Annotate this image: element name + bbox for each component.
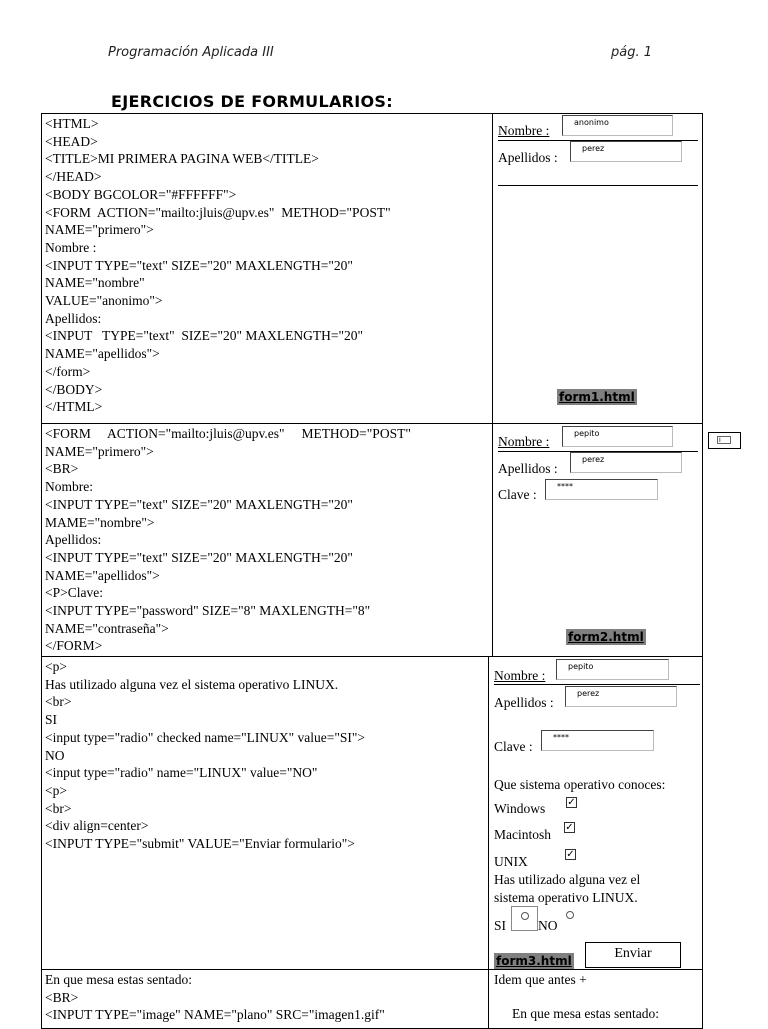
- code-line: <p>: [45, 659, 67, 674]
- nombre-input[interactable]: anonimo: [562, 115, 673, 136]
- code-line: En que mesa estas sentado:: [45, 972, 192, 987]
- code-line: Apellidos:: [45, 310, 102, 326]
- code-line: <P>Clave:: [45, 585, 103, 601]
- macintosh-checkbox[interactable]: ✓: [565, 822, 574, 833]
- file-label: form3.html: [496, 954, 572, 968]
- code-line: VALUE="anonimo">: [45, 293, 163, 309]
- apellidos-label: Apellidos :: [498, 461, 558, 476]
- mesa-question: En que mesa estas sentado:: [512, 1006, 659, 1021]
- apellidos-input[interactable]: perez: [570, 452, 682, 473]
- ex4-code-cell: [41, 969, 489, 1029]
- os-question: Que sistema operativo conoces:: [494, 777, 666, 792]
- code-line: </HEAD>: [45, 169, 102, 185]
- apellidos-input[interactable]: perez: [565, 686, 677, 707]
- document-title: EJERCICIOS DE FORMULARIOS:: [111, 92, 393, 111]
- clave-label: Clave :: [498, 487, 537, 502]
- ex2-code-cell: [41, 423, 493, 657]
- code-line: NAME="apellidos">: [45, 346, 160, 362]
- code-line: <br>: [45, 800, 72, 816]
- code-line: <input type="radio" name="LINUX" value="NO": [45, 765, 318, 781]
- code-line: <INPUT TYPE="text" SIZE="20" MAXLENGTH="20": [45, 328, 364, 344]
- unix-checkbox[interactable]: ✓: [566, 849, 575, 860]
- divider: [494, 684, 700, 685]
- code-line: Nombre :: [45, 239, 97, 255]
- ex3-code-cell: [41, 656, 489, 970]
- ex2-preview-cell: [492, 423, 703, 657]
- code-line: <FORM ACTION="mailto:jluis@upv.es" METHOD="POST": [45, 204, 391, 220]
- code-line: NAME="primero">: [45, 222, 154, 238]
- divider: [498, 140, 698, 141]
- ex1-code-cell: [41, 113, 493, 424]
- code-line: </HTML>: [45, 399, 103, 415]
- ex4-preview-cell: [488, 969, 703, 1029]
- clave-input[interactable]: ****: [541, 730, 654, 751]
- idem-text: Idem que antes +: [494, 972, 587, 987]
- os-windows-label: Windows: [494, 801, 546, 816]
- code-line: <BR>: [45, 461, 79, 477]
- apellidos-label: Apellidos :: [494, 695, 554, 710]
- code-line: MAME="nombre">: [45, 514, 155, 530]
- code-line: <br>: [45, 694, 72, 710]
- no-radio[interactable]: [566, 911, 574, 919]
- clave-input[interactable]: ****: [545, 479, 658, 500]
- nombre-label: Nombre :: [498, 434, 550, 449]
- file-label: form1.html: [559, 390, 635, 404]
- os-unix-label: UNIX: [494, 854, 528, 869]
- submit-button[interactable]: Enviar: [585, 942, 681, 968]
- page-number: pág. 1: [611, 45, 653, 60]
- si-radio[interactable]: [521, 912, 529, 920]
- ex3-preview-cell: [488, 656, 703, 970]
- code-line: </FORM>: [45, 638, 103, 654]
- code-line: <FORM ACTION="mailto:jluis@upv.es" METHOD="POST": [45, 426, 411, 441]
- ex1-preview-cell: [492, 113, 703, 424]
- code-line: NAME="contraseña">: [45, 620, 169, 636]
- code-line: <HTML>: [45, 116, 99, 131]
- windows-checkbox[interactable]: ✓: [567, 797, 576, 808]
- code-line: NAME="nombre": [45, 275, 145, 291]
- divider: [498, 185, 698, 186]
- code-line: <div align=center>: [45, 818, 149, 834]
- code-line: </form>: [45, 363, 91, 379]
- code-line: <INPUT TYPE="submit" VALUE="Enviar formulario">: [45, 836, 355, 852]
- course-header: Programación Aplicada III: [108, 45, 274, 60]
- code-line: NAME="primero">: [45, 443, 154, 459]
- code-line: <BODY BGCOLOR="#FFFFFF">: [45, 186, 237, 202]
- nombre-input[interactable]: pepito: [556, 659, 669, 680]
- code-line: <INPUT TYPE="text" SIZE="20" MAXLENGTH="20": [45, 496, 353, 512]
- nombre-input[interactable]: pepito: [562, 426, 673, 447]
- code-line: Has utilizado alguna vez el sistema operativo LINUX.: [45, 676, 339, 692]
- code-line: <input type="radio" checked name="LINUX" value="SI">: [45, 729, 366, 745]
- linux-question-line2: sistema operativo LINUX.: [494, 890, 638, 905]
- code-line: </BODY>: [45, 381, 103, 397]
- code-line: <INPUT TYPE="password" SIZE="8" MAXLENGTH="8": [45, 603, 371, 619]
- nombre-label: Nombre :: [498, 123, 550, 138]
- code-line: <HEAD>: [45, 133, 98, 149]
- apellidos-input[interactable]: perez: [570, 141, 682, 162]
- code-line: Apellidos:: [45, 532, 102, 548]
- code-line: <INPUT TYPE="image" NAME="plano" SRC="imagen1.gif": [45, 1007, 385, 1023]
- code-line: <p>: [45, 782, 67, 798]
- radio-frame: [511, 906, 538, 931]
- file-label: form2.html: [568, 630, 644, 644]
- nombre-label: Nombre :: [494, 668, 546, 683]
- linux-question-line1: Has utilizado alguna vez el: [494, 872, 641, 887]
- code-line: <TITLE>MI PRIMERA PAGINA WEB</TITLE>: [45, 151, 319, 167]
- code-line: Nombre:: [45, 479, 93, 495]
- code-line: NO: [45, 747, 65, 763]
- si-label: SI: [494, 918, 507, 933]
- code-line: <INPUT TYPE="text" SIZE="20" MAXLENGTH="20": [45, 257, 353, 273]
- code-line: <INPUT TYPE="text" SIZE="20" MAXLENGTH="20": [45, 549, 353, 565]
- code-line: <BR>: [45, 989, 79, 1005]
- code-line: NAME="apellidos">: [45, 567, 160, 583]
- small-input-icon: I: [717, 436, 731, 444]
- clave-label: Clave :: [494, 739, 533, 754]
- code-line: SI: [45, 712, 58, 728]
- no-label: NO: [538, 918, 558, 933]
- side-frame: [708, 432, 741, 449]
- apellidos-label: Apellidos :: [498, 150, 558, 165]
- os-mac-label: Macintosh: [494, 827, 551, 842]
